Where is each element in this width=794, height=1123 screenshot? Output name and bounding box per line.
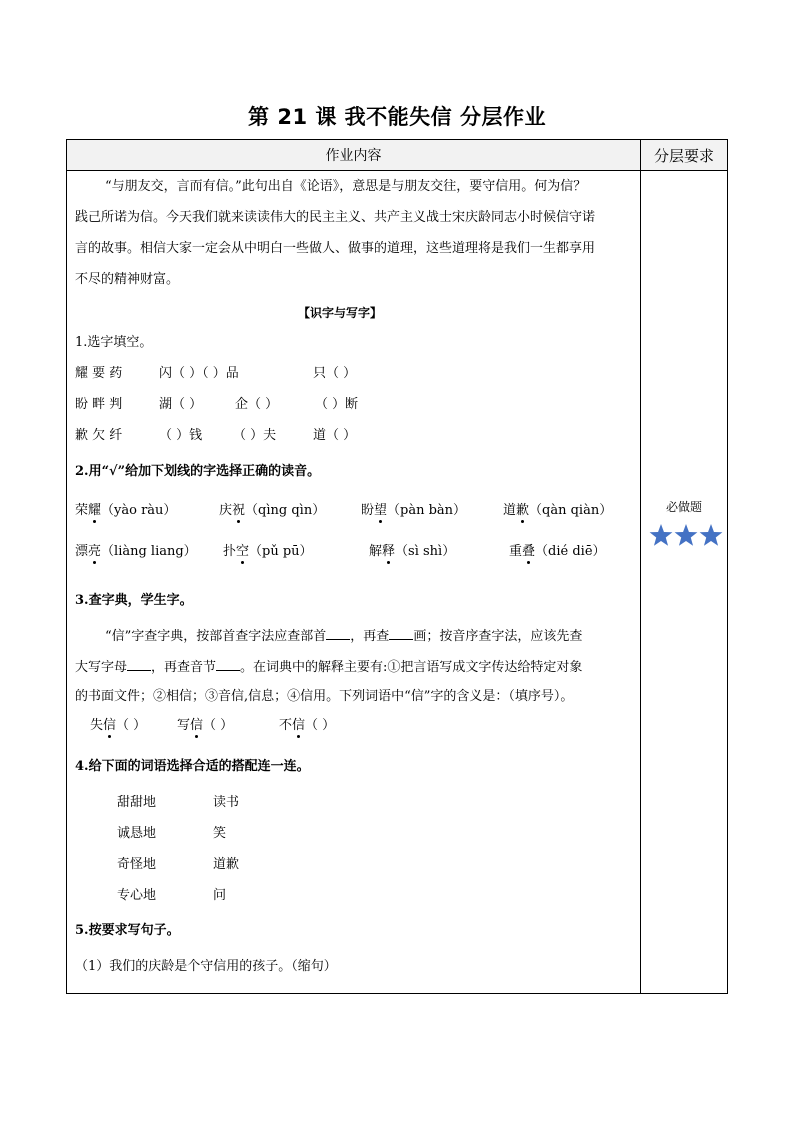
q2-item: 重叠（dié diē） bbox=[509, 544, 606, 559]
q1-row3-chars: 歉 欠 纤 bbox=[75, 428, 123, 443]
intro-line-4: 不尽的精神财富。 bbox=[75, 272, 180, 287]
intro-line-2: 践己所诺为信。今天我们就来读读伟大的民主主义、共产主义战士宋庆龄同志小时候信守诺 bbox=[75, 210, 596, 225]
q5-title: 5.按要求写句子。 bbox=[75, 923, 180, 938]
requirement-cell bbox=[641, 171, 728, 994]
q1-row3-c: 道（ ） bbox=[313, 428, 357, 443]
q2-item: 道歉（qàn qiàn） bbox=[503, 503, 613, 518]
q4-right-word: 笑 bbox=[213, 826, 227, 841]
q2-item: 漂亮（liàng liang） bbox=[75, 544, 197, 559]
content-cell bbox=[67, 171, 641, 994]
q4-right-word: 问 bbox=[213, 888, 227, 903]
q4-left-word: 奇怪地 bbox=[117, 857, 157, 872]
q5-item-1: （1）我们的庆龄是个守信用的孩子。（缩句） bbox=[75, 959, 337, 974]
requirement-label: 必做题 bbox=[665, 500, 702, 514]
q1-row2-c: （ ）断 bbox=[315, 397, 359, 412]
q1-row2-b: 企（ ） bbox=[235, 397, 279, 412]
q1-row1-a: 闪（ ）（ ）品 bbox=[159, 366, 239, 381]
q1-title: 1.选字填空。 bbox=[75, 335, 153, 350]
intro-line-1: “与朋友交，言而有信。”此句出自《论语》，意思是与朋友交往，要守信用。何为信？ bbox=[105, 179, 587, 194]
intro-line-3: 言的故事。相信大家一定会从中明白一些做人、做事的道理，这些道理将是我们一生都享用 bbox=[75, 241, 596, 256]
answer-blank[interactable] bbox=[389, 627, 413, 640]
q3-title: 3.查字典，学生字。 bbox=[75, 593, 193, 608]
q1-row1-b: 只（ ） bbox=[313, 366, 357, 381]
section-title: 【识字与写字】 bbox=[298, 306, 383, 320]
q1-row3-b: （ ）夫 bbox=[233, 428, 277, 443]
star-icon bbox=[675, 524, 698, 546]
q4-left-word: 诚恳地 bbox=[117, 826, 157, 841]
q4-title: 4.给下面的词语选择合适的搭配连一连。 bbox=[75, 759, 310, 774]
q4-right-word: 读书 bbox=[213, 795, 240, 810]
star-icon bbox=[700, 524, 723, 546]
answer-blank[interactable] bbox=[127, 658, 151, 671]
q3-word: 不信（ ） bbox=[279, 718, 336, 733]
q3-word: 写信（ ） bbox=[177, 718, 234, 733]
q1-row2-chars: 盼 畔 判 bbox=[75, 397, 123, 412]
q2-item: 盼望（pàn bàn） bbox=[361, 503, 467, 518]
table-header-row bbox=[67, 140, 728, 171]
homework-table bbox=[66, 139, 728, 994]
page-title: 第 21 课 我不能失信 分层作业 bbox=[248, 105, 546, 129]
q3-para-line-1: “信”字查字典，按部首查字法应查部首 ，再查 画；按音序查字法，应该先查 bbox=[105, 629, 583, 644]
q4-left-word: 甜甜地 bbox=[117, 795, 157, 810]
answer-blank[interactable] bbox=[326, 627, 350, 640]
star-rating-icon bbox=[648, 521, 724, 549]
star-icon bbox=[650, 524, 673, 546]
table-body-row bbox=[67, 171, 728, 994]
q4-right-word: 道歉 bbox=[213, 857, 240, 872]
q2-title: 2.用“√”给加下划线的字选择正确的读音。 bbox=[75, 464, 321, 479]
q2-item: 荣耀（yào ràu） bbox=[75, 503, 177, 518]
q1-row2-a: 湖（ ） bbox=[159, 397, 203, 412]
q1-row3-a: （ ）钱 bbox=[159, 428, 203, 443]
q1-row1-chars: 耀 要 药 bbox=[75, 366, 123, 381]
q2-item: 扑空（pǔ pū） bbox=[223, 544, 313, 559]
requirement-column-header: 分层要求 bbox=[641, 140, 728, 171]
q3-para-line-2: 大写字母 ，再查音节 。在词典中的解释主要有:①把言语写成文字传达给特定对象 bbox=[75, 660, 583, 675]
q2-item: 解释（sì shì） bbox=[369, 544, 456, 559]
q3-word: 失信（ ） bbox=[90, 718, 147, 733]
content-column-header: 作业内容 bbox=[67, 140, 641, 171]
q4-left-word: 专心地 bbox=[117, 888, 157, 903]
difficulty-stars bbox=[648, 521, 724, 549]
q3-para-line-3: 的书面文件；②相信；③音信,信息；④信用。下列词语中“信”字的含义是：（填序号）。 bbox=[75, 689, 574, 704]
q2-item: 庆祝（qìng qìn） bbox=[219, 503, 326, 518]
answer-blank[interactable] bbox=[216, 658, 240, 671]
